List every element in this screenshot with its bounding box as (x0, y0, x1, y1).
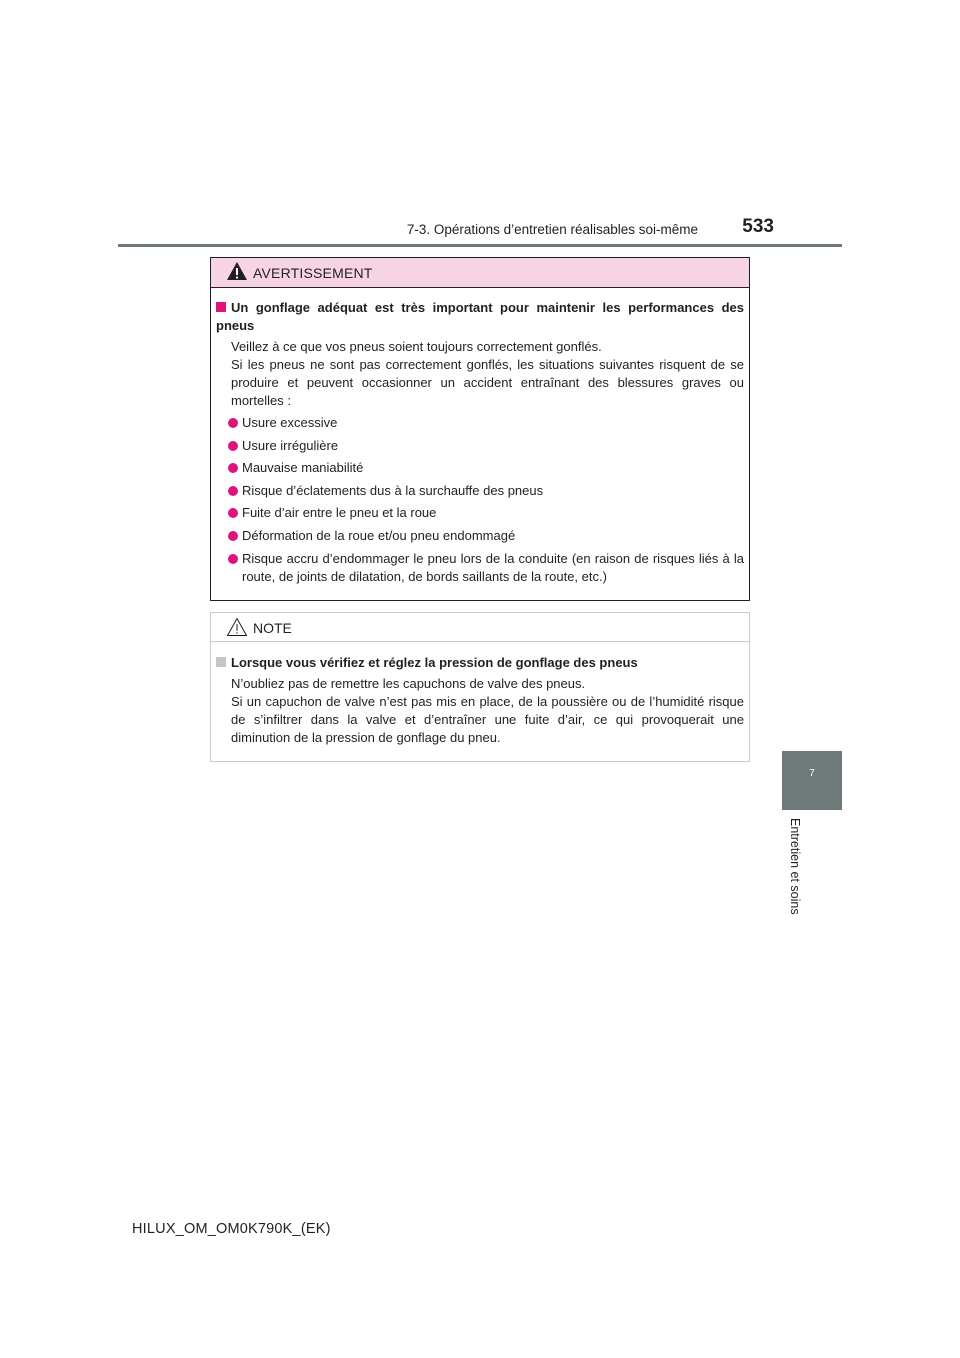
note-text-1: N’oubliez pas de remettre les capuchons de valve des pneus. (231, 676, 586, 691)
warning-heading (216, 299, 744, 335)
warning-intro-1: Veillez à ce que vos pneus soient toujours correctement gonflés. (231, 339, 602, 354)
note-box (210, 612, 750, 762)
list-item-text: Usure irrégulière (242, 438, 339, 453)
note-heading (216, 654, 744, 672)
list-item (228, 414, 744, 432)
warning-triangle-icon (226, 261, 248, 281)
list-item (228, 482, 744, 500)
page-number: 533 (742, 216, 774, 237)
section-title: 7-3. Opérations d’entretien réalisables soi-même (406, 222, 698, 237)
bullet-dot-icon (228, 463, 238, 473)
bullet-dot-icon (228, 531, 238, 541)
warning-heading-text: Un gonflage adéquat est très important pour maintenir les performances des pneus (216, 300, 744, 333)
list-item-text: Mauvaise maniabilité (242, 460, 364, 475)
list-item-text: Risque d’éclatements dus à la surchauffe des pneus (242, 483, 544, 498)
list-item (228, 504, 744, 522)
chapter-tab (782, 751, 842, 810)
note-title: NOTE (253, 620, 292, 636)
chapter-number: 7 (809, 768, 815, 779)
note-header (211, 613, 749, 642)
bullet-dot-icon (228, 508, 238, 518)
bullet-dot-icon (228, 418, 238, 428)
chapter-label-text: Entretien et soins (788, 818, 802, 915)
warning-title: AVERTISSEMENT (253, 265, 373, 281)
warning-header (211, 258, 749, 288)
list-item (228, 459, 744, 477)
list-item-text: Usure excessive (242, 415, 338, 430)
caution-triangle-outline-icon (226, 617, 248, 637)
list-item-text: Fuite d’air entre le pneu et la roue (242, 505, 437, 520)
list-item-text: Déformation de la roue et/ou pneu endommagé (242, 528, 516, 543)
section-square-icon (216, 657, 226, 667)
section-square-icon (216, 302, 226, 312)
list-item (228, 550, 744, 586)
warning-box (210, 257, 750, 601)
bullet-dot-icon (228, 554, 238, 564)
note-text-2: Si un capuchon de valve n’est pas mis en place, de la poussière ou de l’humidité risque de s’infiltrer dans la valve et d’entraîner une fuite d’air, ce qui provoquerait une diminution de la pression de gonflage du pneu. (231, 694, 744, 745)
list-item-text: Risque accru d’endommager le pneu lors de la conduite (en raison de risques liés à la route, de joints de dilatation, de bords saillants de la route, etc.) (242, 551, 744, 584)
note-heading-text: Lorsque vous vérifiez et réglez la pression de gonflage des pneus (231, 655, 638, 670)
list-item (228, 527, 744, 545)
list-item (228, 437, 744, 455)
bullet-dot-icon (228, 441, 238, 451)
warning-intro-2: Si les pneus ne sont pas correctement gonflés, les situations suivantes risquent de se produire et peuvent occasionner un accident entraînant des blessures graves ou mortelles : (231, 357, 744, 408)
bullet-dot-icon (228, 486, 238, 496)
header-rule (118, 244, 842, 247)
document-code: HILUX_OM_OM0K790K_(EK) (132, 1221, 331, 1237)
chapter-label (786, 818, 806, 928)
